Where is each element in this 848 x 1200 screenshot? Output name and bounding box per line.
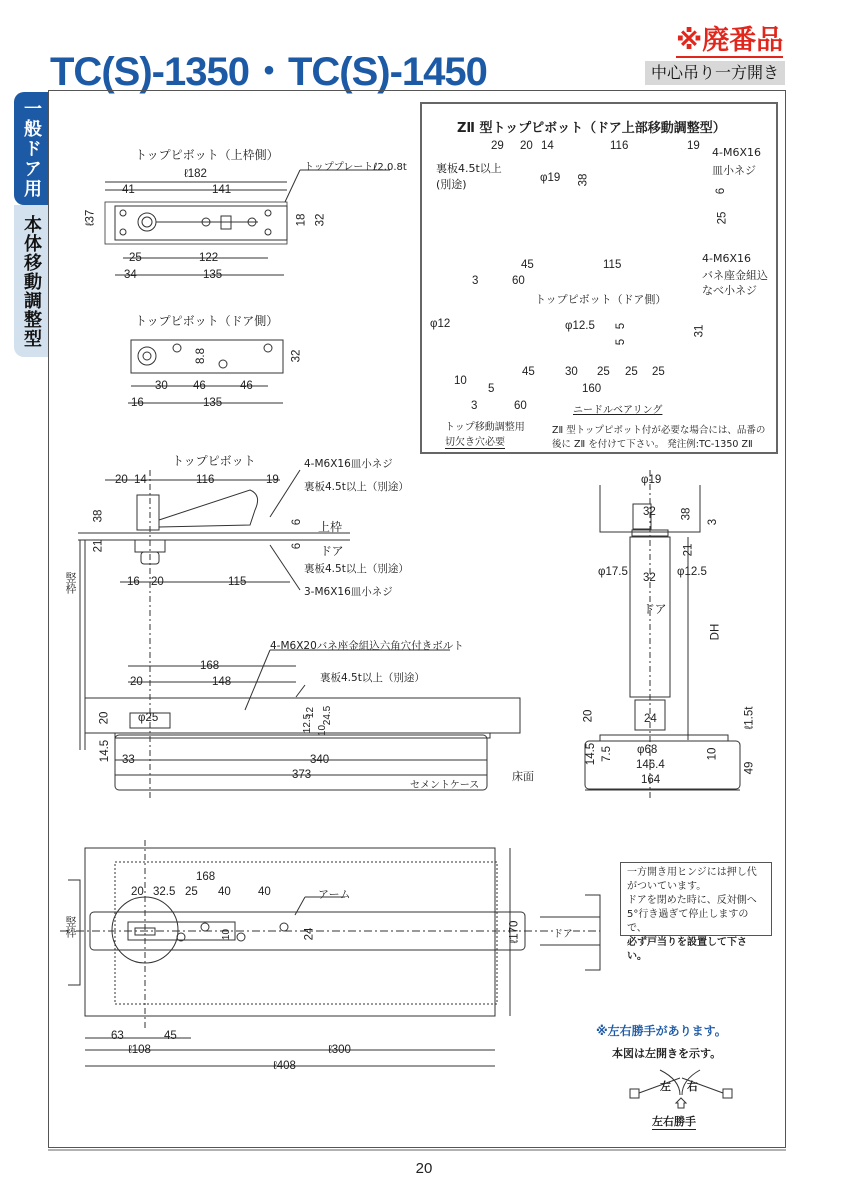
page-number: 20 xyxy=(415,1160,433,1177)
z2-dim-115: 115 xyxy=(603,259,622,271)
dim-18: 18 xyxy=(295,213,308,227)
z2-dim-31: 31 xyxy=(693,324,706,338)
dim-46b: 46 xyxy=(240,380,253,392)
arm-label: アーム xyxy=(318,888,351,901)
note-line-2: がついています。 xyxy=(627,881,707,892)
dim-135-door: 135 xyxy=(203,397,223,409)
sec-dim-10: 10 xyxy=(317,724,329,737)
handing-title: ※左右勝手があります。 xyxy=(596,1024,727,1038)
plan-dim-300: ℓ300 xyxy=(328,1044,351,1056)
sec-dim-24-5: 24.5 xyxy=(322,705,334,726)
side-dim-3: 3 xyxy=(707,518,720,526)
side-dim-38: 38 xyxy=(680,507,693,521)
side-dim-24: 24 xyxy=(644,713,657,725)
dim-32: 32 xyxy=(314,213,327,227)
z2-dim-116: 116 xyxy=(610,140,629,152)
handing-subtitle: 本図は左開きを示す。 xyxy=(612,1047,722,1060)
z2-backplate: 裏板4.5t以上 xyxy=(436,162,502,175)
z2-dim-10: 10 xyxy=(454,375,467,387)
sec-dim-21: 21 xyxy=(92,539,105,553)
z2-phi12-5: φ12.5 xyxy=(565,320,595,332)
sec-screw-bottom: 3-M6X16皿小ネジ xyxy=(304,586,393,598)
handing-right: 右 xyxy=(687,1080,698,1093)
sec-dim-19: 19 xyxy=(266,474,279,486)
sec-phi25: φ25 xyxy=(138,712,159,724)
plan-dim-40a: 40 xyxy=(218,886,231,898)
plan-dim-63: 63 xyxy=(111,1030,124,1042)
dim-46a: 46 xyxy=(193,380,206,392)
z2-row-25c: 25 xyxy=(652,366,665,378)
note-line-4: 5°行き過ぎて停止しますので、 xyxy=(627,909,749,934)
vertical-frame-label: 竪枠 xyxy=(64,572,77,594)
door-label: ドア xyxy=(320,544,344,558)
z2-dim-38: 38 xyxy=(577,173,590,187)
z2-dim-29: 29 xyxy=(491,140,504,152)
side-dim-146-4: 146.4 xyxy=(636,759,665,771)
side-dim-14-5: 14.5 xyxy=(585,742,598,766)
dim-16: 16 xyxy=(131,397,144,409)
sec-dim-6a: 6 xyxy=(291,518,304,526)
plan-dim-170: ℓ170 xyxy=(508,920,521,944)
sec-dim-115: 115 xyxy=(228,576,247,588)
cut-note-1: トップ移動調整用 xyxy=(445,422,525,433)
sec-backplate3: 裏板4.5t以上（別途） xyxy=(320,672,425,684)
needle-bearing-label: ニードルベアリング xyxy=(573,405,663,416)
z2-dim-5a: 5 xyxy=(615,322,628,330)
z2-dim-45: 45 xyxy=(521,259,534,271)
z2-dim-5: 5 xyxy=(488,383,495,395)
plan-dim-408: ℓ408 xyxy=(273,1060,296,1072)
z2-screw1-type: 皿小ネジ xyxy=(712,164,756,177)
side-dim-1-5t: ℓ1.5t xyxy=(743,706,756,730)
side-dim-164: 164 xyxy=(641,774,661,786)
sec-dim-16: 16 xyxy=(127,576,140,588)
dim-25: 25 xyxy=(129,252,142,264)
z2-screw2-type: バネ座金組込 xyxy=(702,269,768,282)
z2-dim-160: 160 xyxy=(582,383,602,395)
z2-dim-3b: 3 xyxy=(471,400,478,412)
side-phi17-5: φ17.5 xyxy=(598,566,628,578)
sec-dim-14-5: 14.5 xyxy=(99,739,112,763)
plan-dim-20: 20 xyxy=(131,886,144,898)
side-phi19: φ19 xyxy=(641,474,662,486)
side-tab-body-adjust[interactable]: 本体移動調整型 xyxy=(14,205,48,357)
sec-dim-14: 14 xyxy=(134,474,147,486)
dim-8-8: 8.8 xyxy=(195,348,207,364)
sec-dim-148: 148 xyxy=(212,676,232,688)
dim-37: ℓ37 xyxy=(84,209,97,227)
dim-overall-182: ℓ182 xyxy=(184,168,207,180)
side-dim-32a: 32 xyxy=(643,506,656,518)
z2-row-30: 30 xyxy=(565,366,578,378)
sec-dim-38: 38 xyxy=(92,509,105,523)
note-line-3: ドアを閉めた時に、反対側へ xyxy=(627,895,757,906)
z2-title: ZⅡ 型トップピボット（ドア上部移動調整型） xyxy=(457,121,726,136)
plan-dim-25: 25 xyxy=(185,886,198,898)
sec-dim-20c: 20 xyxy=(130,676,143,688)
plan-dim-168: 168 xyxy=(196,871,216,883)
page-title: TC(S)-1350・TC(S)-1450 xyxy=(50,50,487,94)
z2-row-25b: 25 xyxy=(625,366,638,378)
z2-screw1: 4-M6X16 xyxy=(712,146,761,159)
z2-dim-20: 20 xyxy=(520,140,533,152)
side-dim-20: 20 xyxy=(582,709,595,723)
handing-label: 左右勝手 xyxy=(652,1115,696,1128)
sec-dim-20d: 20 xyxy=(98,711,111,725)
side-phi68: φ68 xyxy=(637,744,658,756)
z2-door-side-title: トップピボット（ドア側） xyxy=(535,293,667,306)
plan-dim-40b: 40 xyxy=(258,886,271,898)
top-plate-label: トッププレートℓ2.0.8t xyxy=(304,162,407,173)
sec-dim-6b: 6 xyxy=(291,542,304,550)
z2-dim-3: 3 xyxy=(472,275,479,287)
z2-dim-6: 6 xyxy=(715,187,728,195)
z2-dim-5b: 5 xyxy=(615,338,628,346)
z2-dim-14: 14 xyxy=(541,140,554,152)
sec-dim-373: 373 xyxy=(292,769,312,781)
sec-dim-12-5: 12.5 xyxy=(302,713,314,734)
sec-dim-20b: 20 xyxy=(151,576,164,588)
z2-row-25a: 25 xyxy=(597,366,610,378)
side-door-label: ドア xyxy=(643,602,667,616)
side-dim-7-5: 7.5 xyxy=(601,746,613,762)
sec-backplate1: 裏板4.5t以上（別途） xyxy=(304,481,409,493)
sec-dim-33: 33 xyxy=(122,754,135,766)
z2-phi12: φ12 xyxy=(430,318,451,330)
z2-screw2: 4-M6X16 xyxy=(702,252,751,265)
plan-dim-24: 24 xyxy=(303,927,316,941)
sec-dim-12: 12 xyxy=(305,706,317,719)
side-dim-21: 21 xyxy=(682,543,695,557)
plan-dim-108: ℓ108 xyxy=(128,1044,151,1056)
type-label: 中心吊り一方開き xyxy=(645,61,785,85)
plan-dim-45: 45 xyxy=(164,1030,177,1042)
z2-dim-25: 25 xyxy=(716,211,729,225)
side-dim-32b: 32 xyxy=(643,572,656,584)
z2-dim-60: 60 xyxy=(512,275,525,287)
sec-dim-340: 340 xyxy=(310,754,330,766)
sec-dim-168: 168 xyxy=(200,660,220,672)
z2-dim-19: 19 xyxy=(687,140,700,152)
note-line-1: 一方開き用ヒンジには押し代 xyxy=(627,867,757,878)
order-note-1: ZⅡ 型トップピボット付が必要な場合には、品番の xyxy=(552,425,766,436)
dim-122: 122 xyxy=(199,252,219,264)
sec-backplate2: 裏板4.5t以上（別途） xyxy=(304,563,409,575)
dim-141: 141 xyxy=(212,184,232,196)
side-dim-49: 49 xyxy=(743,761,756,775)
side-phi12-5: φ12.5 xyxy=(677,566,707,578)
floor-label: 床面 xyxy=(512,770,534,783)
sec-dim-116: 116 xyxy=(196,474,215,486)
plan-door-label: ドア xyxy=(553,925,573,940)
sec-screw-top: 4-M6X16皿小ネジ xyxy=(304,458,393,470)
order-note-2: 後に ZⅡ を付けて下さい。 発注例:TC-1350 ZⅡ xyxy=(552,439,753,450)
z2-backplate-note: (別途) xyxy=(436,178,467,191)
handing-left: 左 xyxy=(660,1080,671,1093)
section-title: トップピボット xyxy=(172,454,256,468)
top-pivot-door-title: トップピボット（ドア側） xyxy=(135,314,279,328)
plan-vertical-frame: 竪枠 xyxy=(64,916,77,938)
dim-30: 30 xyxy=(155,380,168,392)
dim-135: 135 xyxy=(203,269,223,281)
dim-41: 41 xyxy=(122,184,135,196)
cement-case-label: セメントケース xyxy=(410,780,480,791)
top-pivot-frame-title: トップピボット（上枠側） xyxy=(135,148,279,162)
plan-dim-10: 10 xyxy=(221,928,233,941)
z2-dim-60b: 60 xyxy=(514,400,527,412)
cut-note-2: 切欠き穴必要 xyxy=(445,433,505,449)
side-tab-general-door[interactable]: 一般ドア用 xyxy=(14,92,48,205)
upper-frame-label: 上枠 xyxy=(318,520,343,534)
note-line-5: 必ず戸当りを設置して下さい。 xyxy=(627,937,747,962)
z2-row-45: 45 xyxy=(522,366,535,378)
sec-dim-20: 20 xyxy=(115,474,128,486)
side-dh: DH xyxy=(709,623,722,641)
stopper-note xyxy=(620,862,772,962)
side-dim-10: 10 xyxy=(706,747,719,761)
z2-phi19: φ19 xyxy=(540,172,561,184)
z2-screw2-type2: なべ小ネジ xyxy=(702,284,757,297)
discontinued-badge: ※廃番品 xyxy=(676,25,784,56)
bolt-label: 4-M6X20バネ座金組込六角穴付きボルト xyxy=(270,640,464,652)
plan-dim-32-5: 32.5 xyxy=(153,886,176,898)
dim-34: 34 xyxy=(124,269,137,281)
dim-32-door: 32 xyxy=(290,349,303,363)
